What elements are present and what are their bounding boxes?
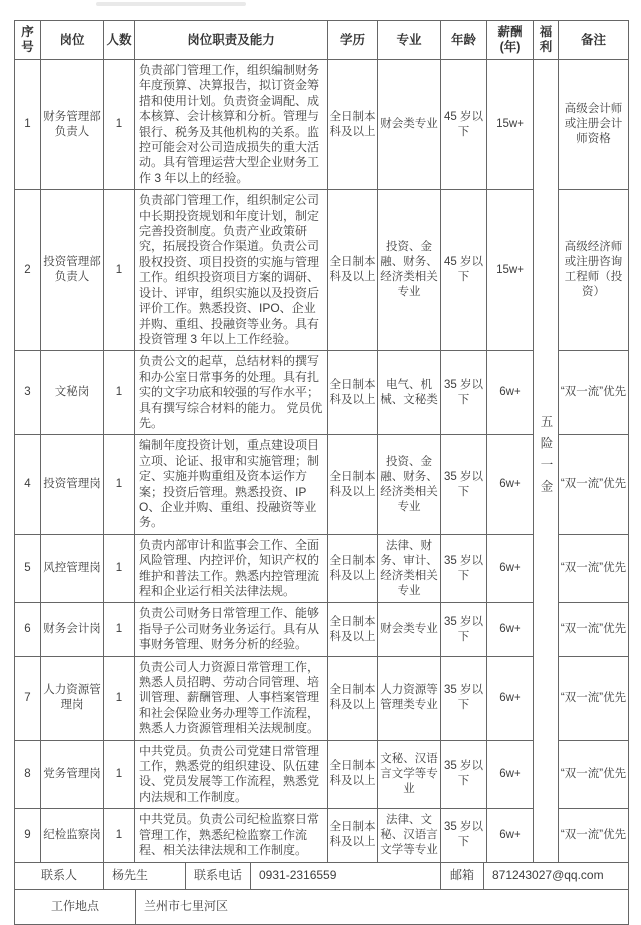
position-cell: 人力资源管理岗 (41, 656, 104, 740)
note-cell: “双一流”优先 (559, 534, 629, 603)
duty-cell: 中共党员。负责公司纪检监察日常管理工作，熟悉纪检监察工作流程、相关法律法规和工作制度。 (135, 809, 328, 862)
header-major: 专业 (378, 21, 441, 60)
salary-cell: 6w+ (487, 656, 534, 740)
duty-cell: 中共党员。负责公司党建日常管理工作，熟悉党的组织建设、队伍建设、党员发展等工作流程，熟悉党内法规和工作制度。 (135, 740, 328, 809)
headcount-cell: 1 (104, 435, 135, 534)
age-cell: 35 岁以下 (441, 740, 487, 809)
clipped-text-fragment (96, 2, 246, 6)
duty-cell: 负责公司人力资源日常管理工作，熟悉人员招聘、劳动合同管理、培训管理、薪酬管理、人事档案管理和社会保险业务办理等工作流程，熟悉人力资源管理相关法规制度。 (135, 656, 328, 740)
position-cell: 投资管理岗 (41, 435, 104, 534)
header-education: 学历 (328, 21, 378, 60)
headcount-cell: 1 (104, 603, 135, 656)
major-cell: 法律、财务、审计、经济类相关专业 (378, 534, 441, 603)
table-row (15, 60, 629, 190)
headcount-cell: 1 (104, 656, 135, 740)
salary-cell: 6w+ (487, 603, 534, 656)
headcount-cell: 1 (104, 60, 135, 190)
education-cell: 全日制本科及以上 (328, 656, 378, 740)
headcount-cell: 1 (104, 190, 135, 351)
location-value: 兰州市七里河区 (136, 889, 629, 924)
phone-label: 联系电话 (186, 862, 251, 889)
email-label: 邮箱 (441, 862, 484, 889)
education-cell: 全日制本科及以上 (328, 351, 378, 435)
location-row (15, 889, 629, 924)
education-cell: 全日制本科及以上 (328, 603, 378, 656)
major-cell: 投资、金融、财务、经济类相关专业 (378, 190, 441, 351)
salary-cell: 6w+ (487, 809, 534, 862)
header-duty: 岗位职责及能力 (135, 21, 328, 60)
row-number: 8 (15, 740, 41, 809)
welfare-cell (534, 60, 559, 863)
major-cell: 电气、机械、文秘类 (378, 351, 441, 435)
education-cell: 全日制本科及以上 (328, 435, 378, 534)
email-value: 871243027@qq.com (484, 862, 629, 889)
major-cell: 财会类专业 (378, 603, 441, 656)
note-cell: “双一流”优先 (559, 435, 629, 534)
row-number: 9 (15, 809, 41, 862)
major-cell: 文秘、汉语言文学等专业 (378, 740, 441, 809)
age-cell: 45 岁以下 (441, 60, 487, 190)
duty-cell: 负责公司财务日常管理工作、能够指导子公司财务业务运行。具有从事财务管理、财务分析的经验。 (135, 603, 328, 656)
row-number: 4 (15, 435, 41, 534)
major-cell: 人力资源等管理类专业 (378, 656, 441, 740)
age-cell: 35 岁以下 (441, 435, 487, 534)
duty-cell: 负责部门管理工作，组织制定公司中长期投资规划和年度计划，制定完善投资制度。负责产业政策研究，拓展投资合作渠道。负责公司股权投资、项目投资的实施与管理工作。组织投资项目方案的调研、设计、评审，组织实施以及投资后评价工作。熟悉投资、IPO、企业并购、重组、投融资等业务。具有投资管理 3 年以上工作经验。 (135, 190, 328, 351)
recruitment-table-page (14, 20, 628, 925)
note-cell: “双一流”优先 (559, 740, 629, 809)
welfare-vertical-text: 五险一金 (539, 415, 553, 502)
header-welfare: 福利 (534, 21, 559, 60)
row-number: 3 (15, 351, 41, 435)
headcount-cell: 1 (104, 351, 135, 435)
row-number: 1 (15, 60, 41, 190)
salary-cell: 6w+ (487, 435, 534, 534)
contact-value: 杨先生 (104, 862, 186, 889)
table-body (15, 60, 629, 863)
location-label: 工作地点 (15, 889, 136, 924)
note-cell: 高级会计师或注册会计师资格 (559, 60, 629, 190)
note-cell: “双一流”优先 (559, 656, 629, 740)
duty-cell: 负责内部审计和监事会工作、全面风险管理、内控评价，知识产权的维护和普法工作。熟悉内控管理流程和企业运行相关法律法规。 (135, 534, 328, 603)
age-cell: 35 岁以下 (441, 351, 487, 435)
position-cell: 财务管理部负责人 (41, 60, 104, 190)
education-cell: 全日制本科及以上 (328, 534, 378, 603)
salary-cell: 15w+ (487, 60, 534, 190)
note-cell: “双一流”优先 (559, 603, 629, 656)
education-cell: 全日制本科及以上 (328, 740, 378, 809)
salary-cell: 15w+ (487, 190, 534, 351)
contact-row (15, 862, 629, 889)
table-header (15, 21, 629, 60)
note-cell: 高级经济师或注册咨询工程师（投资） (559, 190, 629, 351)
row-number: 6 (15, 603, 41, 656)
salary-cell: 6w+ (487, 740, 534, 809)
duty-cell: 编制年度投资计划，重点建设项目立项、论证、报审和实施管理；制定、实施并购重组及资本运作方案；投资后管理。熟悉投资、IPO、企业并购、重组、投融资等业务。 (135, 435, 328, 534)
row-number: 7 (15, 656, 41, 740)
age-cell: 35 岁以下 (441, 809, 487, 862)
position-cell: 党务管理岗 (41, 740, 104, 809)
salary-cell: 6w+ (487, 351, 534, 435)
major-cell: 投资、金融、财务、经济类相关专业 (378, 435, 441, 534)
headcount-cell: 1 (104, 809, 135, 862)
education-cell: 全日制本科及以上 (328, 190, 378, 351)
education-cell: 全日制本科及以上 (328, 60, 378, 190)
location-table (14, 889, 629, 925)
header-no: 序号 (15, 21, 41, 60)
age-cell: 35 岁以下 (441, 656, 487, 740)
duty-cell: 负责部门管理工作，组织编制财务年度预算、决算报告，拟订资金筹措和使用计划。负责资金调配、成本核算、会计核算和分析。管理与银行、税务及其他机构的关系。监控可能会对公司造成损失的重大活动。具有管理运营大型企业财务工作 3 年以上的经验。 (135, 60, 328, 190)
education-cell: 全日制本科及以上 (328, 809, 378, 862)
row-number: 5 (15, 534, 41, 603)
age-cell: 35 岁以下 (441, 603, 487, 656)
header-salary: 薪酬(年) (487, 21, 534, 60)
note-cell: “双一流”优先 (559, 351, 629, 435)
contact-table (14, 862, 629, 890)
major-cell: 财会类专业 (378, 60, 441, 190)
age-cell: 35 岁以下 (441, 534, 487, 603)
duty-cell: 负责公文的起草，总结材料的撰写和办公室日常事务的处理。具有扎实的文字功底和较强的写作水平；具有撰写综合材料的能力。 党员优先。 (135, 351, 328, 435)
major-cell: 法律、文秘、汉语言文学等专业 (378, 809, 441, 862)
header-position: 岗位 (41, 21, 104, 60)
phone-value: 0931-2316559 (251, 862, 441, 889)
contact-label: 联系人 (15, 862, 104, 889)
position-cell: 投资管理部负责人 (41, 190, 104, 351)
salary-cell: 6w+ (487, 534, 534, 603)
position-cell: 财务会计岗 (41, 603, 104, 656)
position-cell: 纪检监察岗 (41, 809, 104, 862)
headcount-cell: 1 (104, 740, 135, 809)
position-cell: 文秘岗 (41, 351, 104, 435)
row-number: 2 (15, 190, 41, 351)
note-cell: “双一流”优先 (559, 809, 629, 862)
age-cell: 45 岁以下 (441, 190, 487, 351)
position-cell: 风控管理岗 (41, 534, 104, 603)
header-note: 备注 (559, 21, 629, 60)
job-table (14, 20, 629, 863)
header-count: 人数 (104, 21, 135, 60)
header-age: 年龄 (441, 21, 487, 60)
headcount-cell: 1 (104, 534, 135, 603)
